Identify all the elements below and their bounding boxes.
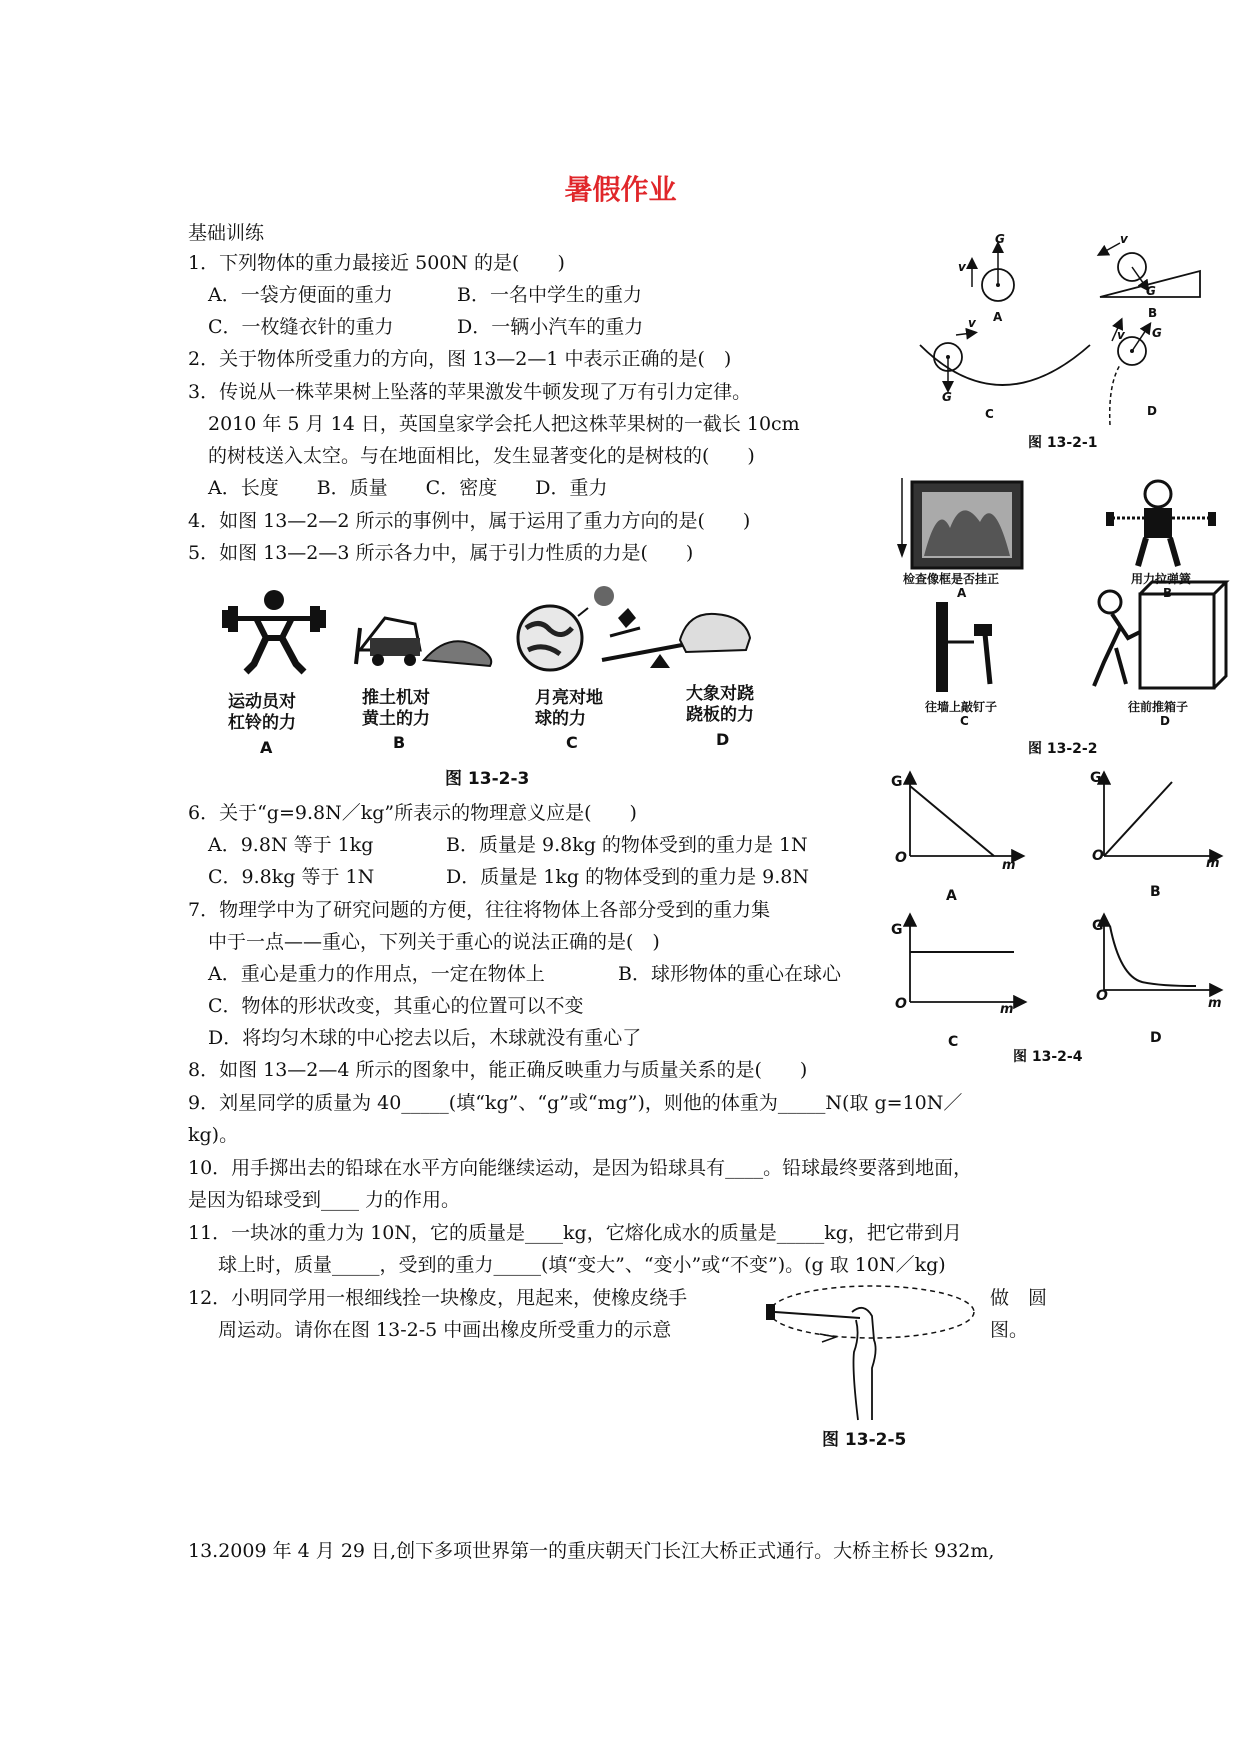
figure-13-2-4-charts (880, 766, 1230, 1046)
fig-13-2-3-b-letter: B (393, 733, 406, 752)
fig-13-2-4-d-o: O (1096, 988, 1108, 1004)
fig-13-2-1-d-g: G (1152, 326, 1162, 340)
fig-13-2-3-c-label-2: 球的力 (535, 709, 586, 729)
fig-13-2-1-a-v: v (958, 260, 966, 274)
earth-moon-icon (518, 586, 614, 670)
fig-13-2-2-b-label: 用力拉弹簧 (1131, 572, 1192, 586)
q6-stem: 6．关于“g=9.8N／kg”所表示的物理意义应是( ) (188, 802, 637, 824)
q7-option-b: B．球形物体的重心在球心 (618, 963, 841, 985)
q6-option-b: B．质量是 9.8kg 的物体受到的重力是 1N (446, 834, 808, 856)
q4-stem: 4．如图 13—2—2 所示的事例中，属于运用了重力方向的是( ) (188, 510, 751, 532)
chart-b-line (1104, 782, 1172, 856)
push-box-icon (1094, 582, 1226, 688)
fig-13-2-1-a-letter: A (993, 310, 1003, 324)
q5-stem: 5．如图 13—2—3 所示各力中，属于引力性质的力是( ) (188, 542, 694, 564)
chart-a-axes (910, 774, 1022, 856)
q12-line-1b: 做 圆 (990, 1287, 1048, 1309)
q9-line-1: 9．刘星同学的质量为 40_____(填“kg”、“g”或“mg”)，则他的体重为_____N(取 g=10N／ (188, 1092, 963, 1114)
q8-stem: 8．如图 13—2—4 所示的图象中，能正确反映重力与质量关系的是( ) (188, 1059, 808, 1081)
page-title: 暑假作业 (564, 173, 677, 206)
chart-b-axes (1104, 774, 1220, 856)
q1-option-b: B．一名中学生的重力 (457, 284, 642, 306)
fig-13-2-1-c-g: G (942, 390, 952, 404)
fig-13-2-4-d-g: G (1092, 918, 1104, 934)
q12-line-2a: 周运动。请你在图 13-2-5 中画出橡皮所受重力的示意 (218, 1319, 672, 1341)
fig-13-2-4-d-m: m (1208, 996, 1222, 1011)
hammer-nail-icon (936, 602, 992, 692)
q10-line-2: 是因为铅球受到____ 力的作用。 (188, 1189, 461, 1211)
fig-13-2-2-caption: 图 13-2-2 (1028, 741, 1098, 757)
q6-option-c: C．9.8kg 等于 1N (208, 866, 375, 888)
fig-13-2-1-caption: 图 13-2-1 (1028, 435, 1098, 451)
fig-13-2-3-c-letter: C (566, 733, 578, 752)
fig-13-2-5-caption: 图 13-2-5 (822, 1430, 907, 1450)
q1-option-c: C．一枚缝衣针的重力 (208, 316, 394, 338)
fig-13-2-4-c-o: O (895, 996, 907, 1012)
q1-stem: 1．下列物体的重力最接近 500N 的是( ) (188, 252, 565, 274)
fig-13-2-3-b-label-2: 黄土的力 (362, 709, 430, 729)
fig-13-2-2-b-letter: B (1163, 586, 1173, 600)
fig-13-2-4-c-letter: C (948, 1034, 959, 1050)
q12-line-2b: 图。 (990, 1319, 1029, 1341)
fig-13-2-4-b-g: G (1090, 770, 1102, 786)
fig-13-2-3-a-label-1: 运动员对 (228, 692, 296, 712)
chart-a-line (910, 786, 994, 856)
fig-13-2-1-b-v: v (1120, 232, 1128, 246)
fig-13-2-3-c-label-1: 月亮对地 (535, 688, 603, 708)
fig-13-2-4-a-m: m (1002, 858, 1016, 873)
fig-13-2-3-b-label-1: 推土机对 (362, 688, 430, 708)
section-heading: 基础训练 (188, 222, 265, 244)
fig-13-2-3-d-label-1: 大象对跷 (686, 684, 754, 704)
fig-13-2-2-a-letter: A (957, 586, 967, 600)
chart-d-axes (1104, 916, 1220, 990)
q3-options: A．长度 B．质量 C．密度 D．重力 (208, 477, 608, 499)
q11-line-2: 球上时，质量_____，受到的重力_____(填“变大”、“变小”或“不变”)。(g 取 10N／kg) (218, 1254, 946, 1276)
q11-line-1: 11．一块冰的重力为 10N，它的质量是____kg，它熔化成水的质量是_____kg，把它带到月 (188, 1222, 962, 1244)
elephant-seesaw-icon (602, 608, 750, 668)
fig-13-2-4-a-o: O (895, 850, 907, 866)
spring-expander-icon (1106, 481, 1216, 566)
q2-stem: 2．关于物体所受重力的方向，图 13—2—1 中表示正确的是( ) (188, 348, 732, 370)
bulldozer-icon (356, 618, 491, 666)
fig-13-2-4-b-letter: B (1150, 884, 1161, 900)
q1-option-a: A．一袋方便面的重力 (208, 284, 393, 306)
q3-line-3: 的树枝送入太空。与在地面相比，发生显著变化的是树枝的( ) (208, 445, 755, 467)
q6-option-d: D．质量是 1kg 的物体受到的重力是 9.8N (446, 866, 809, 888)
fig-13-2-4-a-g: G (891, 774, 903, 790)
q7-line-1: 7．物理学中为了研究问题的方便，往往将物体上各部分受到的重力集 (188, 899, 771, 921)
q6-option-a: A．9.8N 等于 1kg (208, 834, 374, 856)
q12-line-1a: 12．小明同学用一根细线拴一块橡皮，甩起来，使橡皮绕手 (188, 1287, 688, 1309)
fig-13-2-2-a-label: 检查像框是否挂正 (903, 572, 1000, 586)
picture-frame-icon (897, 478, 1022, 568)
q9-line-2: kg)。 (188, 1124, 239, 1146)
fig-13-2-4-b-o: O (1092, 848, 1104, 864)
q7-option-d: D．将均匀木球的中心挖去以后，木球就没有重心了 (208, 1027, 642, 1049)
figure-13-2-5-diagram (760, 1280, 980, 1430)
fig-13-2-1-b-g: G (1146, 284, 1156, 298)
fig-13-2-3-a-letter: A (260, 738, 273, 757)
weightlifter-icon (222, 590, 326, 672)
fig-13-2-2-c-letter: C (960, 714, 969, 728)
fig-13-2-3-d-label-2: 跷板的力 (686, 705, 754, 725)
fig-13-2-1-c-letter: C (985, 407, 994, 421)
fig-13-2-4-d-letter: D (1150, 1030, 1162, 1046)
q1-option-d: D．一辆小汽车的重力 (457, 316, 644, 338)
fig-13-2-1-a-g: G (995, 232, 1005, 246)
q3-line-1: 3．传说从一株苹果树上坠落的苹果激发牛顿发现了万有引力定律。 (188, 381, 752, 403)
fig-13-2-3-a-label-2: 杠铃的力 (228, 713, 296, 733)
fig-13-2-2-d-label: 往前推箱子 (1128, 700, 1189, 714)
fig-13-2-1-b-letter: B (1148, 306, 1158, 320)
fig-13-2-3-caption: 图 13-2-3 (445, 769, 530, 789)
q10-line-1: 10．用手掷出去的铅球在水平方向能继续运动，是因为铅球具有____。铅球最终要落到地面， (188, 1157, 973, 1179)
q7-option-a: A．重心是重力的作用点，一定在物体上 (208, 963, 545, 985)
fig-13-2-2-c-label: 往墙上敲钉子 (925, 700, 998, 714)
q7-line-2: 中于一点——重心，下列关于重心的说法正确的是( ) (208, 931, 660, 953)
q3-line-2: 2010 年 5 月 14 日，英国皇家学会托人把这株苹果树的一截长 10cm (208, 413, 800, 435)
chart-d-curve (1110, 926, 1196, 986)
fig-13-2-4-b-m: m (1206, 856, 1220, 871)
fig-13-2-1-d-letter: D (1147, 404, 1157, 418)
fig-13-2-4-c-g: G (891, 922, 903, 938)
fig-13-2-4-a-letter: A (946, 888, 957, 904)
fig-13-2-2-d-letter: D (1160, 714, 1170, 728)
fig-13-2-3-d-letter: D (716, 730, 730, 749)
fig-13-2-4-caption: 图 13-2-4 (1013, 1049, 1083, 1065)
fig-13-2-4-c-m: m (1000, 1002, 1014, 1017)
fig-13-2-1-c-v: v (968, 316, 976, 330)
q13-line-1: 13.2009 年 4 月 29 日,创下多项世界第一的重庆朝天门长江大桥正式通行。大桥主桥长 932m, (188, 1540, 995, 1562)
chart-c-axes (910, 916, 1024, 1002)
fig-13-2-1-d-v: v (1117, 328, 1125, 342)
q7-option-c: C．物体的形状改变，其重心的位置可以不变 (208, 995, 584, 1017)
figure-13-2-2-pictures (890, 472, 1230, 722)
figure-13-2-1-diagram (910, 225, 1210, 465)
